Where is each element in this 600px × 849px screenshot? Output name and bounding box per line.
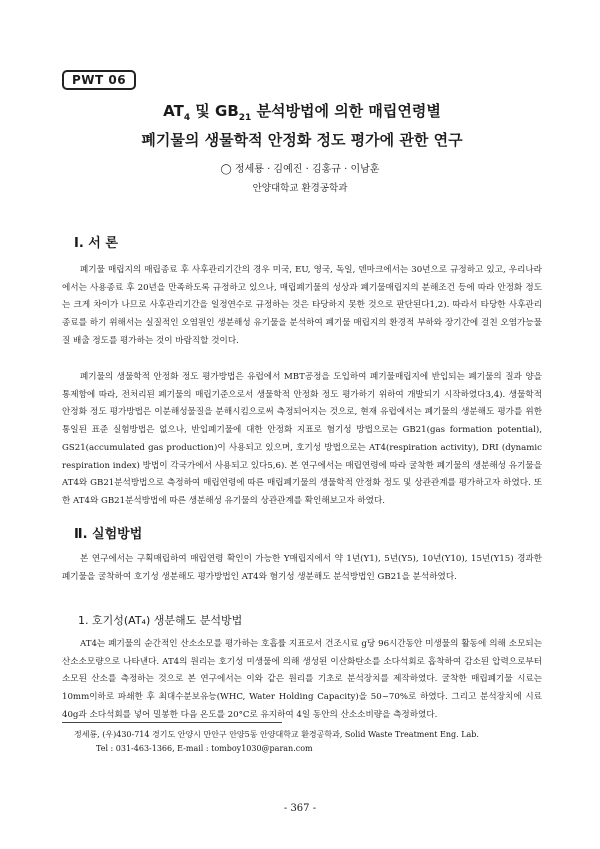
session-code-badge: PWT 06 [62,70,136,90]
section-heading-methods: Ⅱ. 실험방법 [74,527,143,542]
intro-paragraph-1: 폐기물 매립지의 매립종료 후 사후관리기간의 경우 미국, EU, 영국, 독일, 덴마크에서는 30년으로 규정하고 있고, 우리나라에서는 사용종료 후 20년을 만족하도록 규정하고 있으나, 매립폐기물의 성상과 폐기물매립지의 분해조건 등에 따라 안정화 정도는 크게 차이가 나므로 사후관리기간을 일정연수로 규정하는 것은 타당하지 못한 것으로 판단된다1,2). 따라서 타당한 사후관리종료를 하기 위해서는 실질적인 오염원인 생분해성 유기물을 분석하여 폐기물 매립지의 환경적 부하와 장기간에 걸친 오염가능물질 배출 정도를 평가하는 것이 바람직할 것이다. [62,265,542,346]
paper-title [62,100,542,151]
footnote-contact: Tel : 031-463-1366, E-mail : tomboy1030@paran.com [96,744,313,753]
footnote-divider [62,722,282,723]
methods-paragraph-2: AT4는 폐기물의 순간적인 산소소모를 평가하는 호흡률 지표로서 건조시료 g당 96시간동안 미생물의 활동에 의해 소모되는 산소소모량으로 나타낸다. AT4의 원리는 호기성 미생물에 의해 생성된 이산화탄소를 소다석회로 흡착하여 감소된 압력으로부터 소모된 산소를 측정하는 것으로 본 연구에서는 이와 같은 원리를 기초로 분석장치를 제작하였다. 굴착한 매립폐기물 시료는 10mm이하로 파쇄한 후 최대수분보유능(WHC, Water Holding Capacity)을 50~70%로 하였다. 그리고 분석장치에 시료 40g과 소다석회를 넣어 밀봉한 다음 온도를 20°C로 유지하여 4일 동안의 산소소비량을 측정하였다. [62,639,542,720]
author-list: ◯ 정세룡 · 김예진 · 김홍규 · 이남훈 [220,164,380,175]
page-number: - 367 - [283,803,317,814]
title-line-2: 폐기물의 생물학적 안정화 정도 평가에 관한 연구 [141,131,463,149]
methods-paragraph-1: 본 연구에서는 구획매립하여 매립연령 확인이 가능한 Y매립지에서 약 1년(Y1), 5년(Y5), 10년(Y10), 15년(Y15) 경과한 폐기물을 굴착하여 호기성 생분해도 평가방법인 AT4와 혐기성 생분해도 분석방법인 GB21을 분석하였다. [62,554,542,582]
subsection-heading-at4: 1. 호기성(AT₄) 생분해도 분석방법 [78,614,243,627]
title-line-1: $AT_4$ 및 $GB_{21}$ 분석방법에 의한 매립연령별 [163,102,441,123]
section-heading-introduction: Ⅰ. 서 론 [74,236,118,251]
intro-paragraph-2: 폐기물의 생물학적 안정화 정도 평가방법은 유럽에서 MBT공정을 도입하여 폐기물매립지에 반입되는 폐기물의 질과 양을 통제함에 따라, 전처리된 폐기물의 매립기준으로서 생물학적 안정화 정도 평가하기 위하여 개발되기 시작하였다3,4). 생물학적 안정화 정도 평가방법은 이분해성물질을 분해시킴으로써 측정되어지는 것으로, 현재 유럽에서는 폐기물의 생분해도 평가를 위한 통일된 표준 실험방법은 없으나, 반입폐기물에 대한 안정화 지표로 혐기성 방법으로는 GB21(gas formation potential), GS21(accumulated gas production)이 사용되고 있으며, 호기성 방법으로는 AT4(respiration activity), DRI (dynamic respiration index) 방법이 각국가에서 사용되고 있다5,6). 본 연구에서는 매립연령에 따라 굴착한 폐기물의 생분해성 유기물을 AT4와 GB21분석방법으로 측정하여 매립연령에 따른 매립폐기물의 생물학적 안정화 정도 및 상관관계를 평가하고자 하였다. 또한 AT4와 GB21분석방법에 따른 생분해성 유기물의 상관관계를 확인해보고자 하였다. [62,372,542,506]
footnote-address: 정세룡, (우)430-714 경기도 안양시 만안구 안양5동 안양대학교 환경공학과, Solid Waste Treatment Eng. Lab. [74,730,479,739]
affiliation: 안양대학교 환경공학과 [252,183,348,194]
